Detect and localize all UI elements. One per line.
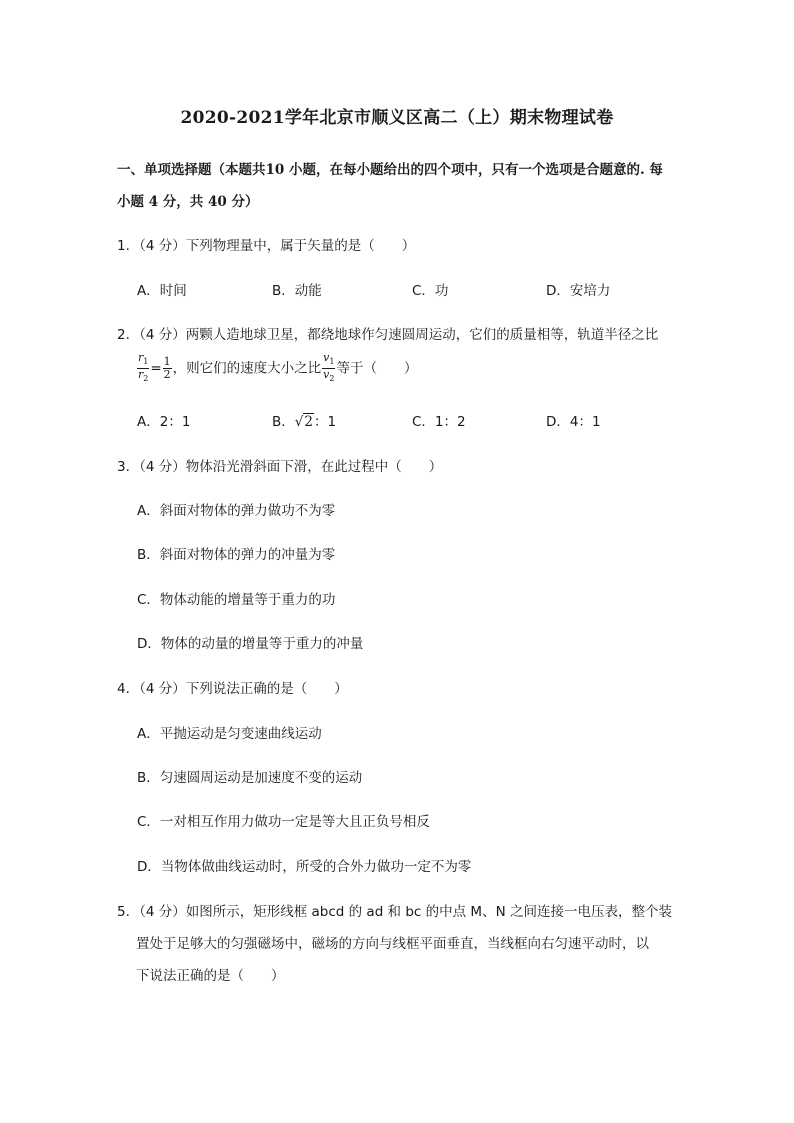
question-4-option-a: A．平抛运动是匀变速曲线运动 [137,726,322,742]
question-1-option-c: C．功 [412,283,449,299]
equals-sign: = [150,360,162,377]
ratio-r-fraction: $\frac{r_1}{r_2}$ [138,351,149,384]
question-5-stem-line1: 5．（4 分）如图所示，矩形线框 abcd 的 ad 和 bc 的中点 M、N 之间连接一电压表，整个装 [117,904,672,920]
question-4-option-d: D．当物体做曲线运动时，所受的合外力做功一定不为零 [137,859,472,875]
question-3-option-b: B．斜面对物体的弹力的冲量为零 [137,547,336,563]
question-1-option-a: A．时间 [137,283,187,299]
question-3-option-a: A．斜面对物体的弹力做功不为零 [137,503,336,519]
question-3-stem: 3．（4 分）物体沿光滑斜面下滑，在此过程中（ ） [117,459,443,475]
question-2-option-b: B．√2：1 [272,414,337,430]
question-2-end-text: 等于（ ） [336,360,418,377]
question-3-option-d: D．物体的动量的增量等于重力的冲量 [137,636,364,652]
question-5-stem-line2: 置处于足够大的匀强磁场中，磁场的方向与线框平面垂直，当线框向右匀速平动时，以 [136,936,649,952]
section-heading-line1: 一、单项选择题（本题共10 小题，在每小题给出的四个项中，只有一个选项是合题意的. 每 [117,162,663,178]
question-2-stem-line1: 2．（4 分）两颗人造地球卫星，都绕地球作匀速圆周运动，它们的质量相等，轨道半径之比 [117,327,659,343]
question-5-stem-line3: 下说法正确的是（ ） [136,968,285,984]
question-2-option-a: A．2：1 [137,414,191,430]
section-heading-line2: 小题 4 分，共 40 分） [117,194,259,210]
question-3-option-c: C．物体动能的增量等于重力的功 [137,592,336,608]
question-4-option-c: C．一对相互作用力做功一定是等大且正负号相反 [137,814,430,830]
question-1-stem: 1．（4 分）下列物理量中，属于矢量的是（ ） [117,238,416,254]
ratio-v-fraction: $\frac{v_1}{v_2}$ [323,351,335,384]
question-4-stem: 4．（4 分）下列说法正确的是（ ） [117,681,348,697]
question-2-stem-line2 [136,352,417,385]
question-4-option-b: B．匀速圆周运动是加速度不变的运动 [137,770,363,786]
page-title: 2020-2021学年北京市顺义区高二（上）期末物理试卷 [180,108,614,128]
question-2-option-d: D．4：1 [546,414,601,430]
one-half-fraction: $\frac{1}{2}$ [163,355,171,382]
question-2-option-c: C．1：2 [412,414,466,430]
sqrt-symbol: √2 [294,414,313,430]
question-1-option-b: B．动能 [272,283,322,299]
question-1-option-d: D．安培力 [546,283,611,299]
question-2-mid-text: ，则它们的速度大小之比 [172,360,322,377]
